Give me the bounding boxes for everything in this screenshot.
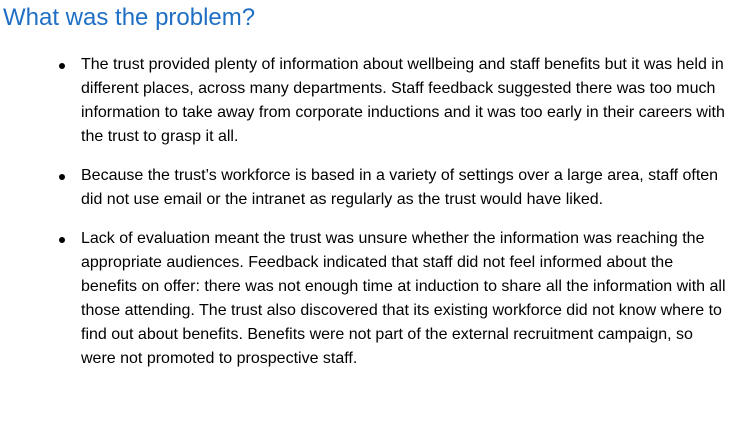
- bullet-icon: [59, 63, 65, 69]
- bullet-icon: [59, 174, 65, 180]
- section-heading: What was the problem?: [3, 4, 256, 31]
- bullet-text: The trust provided plenty of information about wellbeing and staff benefits but it was held in different places, across many departments. Staff feedback suggested there was too much information to take away from corporate inductions and it was too early in their careers with the trust to grasp it all.: [81, 56, 725, 145]
- bullet-item: [0, 53, 749, 149]
- problem-bullet-list: [0, 53, 749, 371]
- bullet-text: Lack of evaluation meant the trust was unsure whether the information was reaching the appropriate audiences. Feedback indicated that staff did not feel informed about the benefits on offer: there was not enough time at induction to share all the information with all those attending. The trust also discovered that its existing workforce did not know where to find out about benefits. Benefits were not part of the external recruitment campaign, so were not promoted to prospective staff.: [81, 230, 726, 367]
- bullet-item: [0, 227, 749, 371]
- bullet-icon: [59, 237, 65, 243]
- bullet-item: [0, 164, 749, 212]
- bullet-text: Because the trust’s workforce is based in a variety of settings over a large area, staff often did not use email or the intranet as regularly as the trust would have liked.: [81, 167, 719, 208]
